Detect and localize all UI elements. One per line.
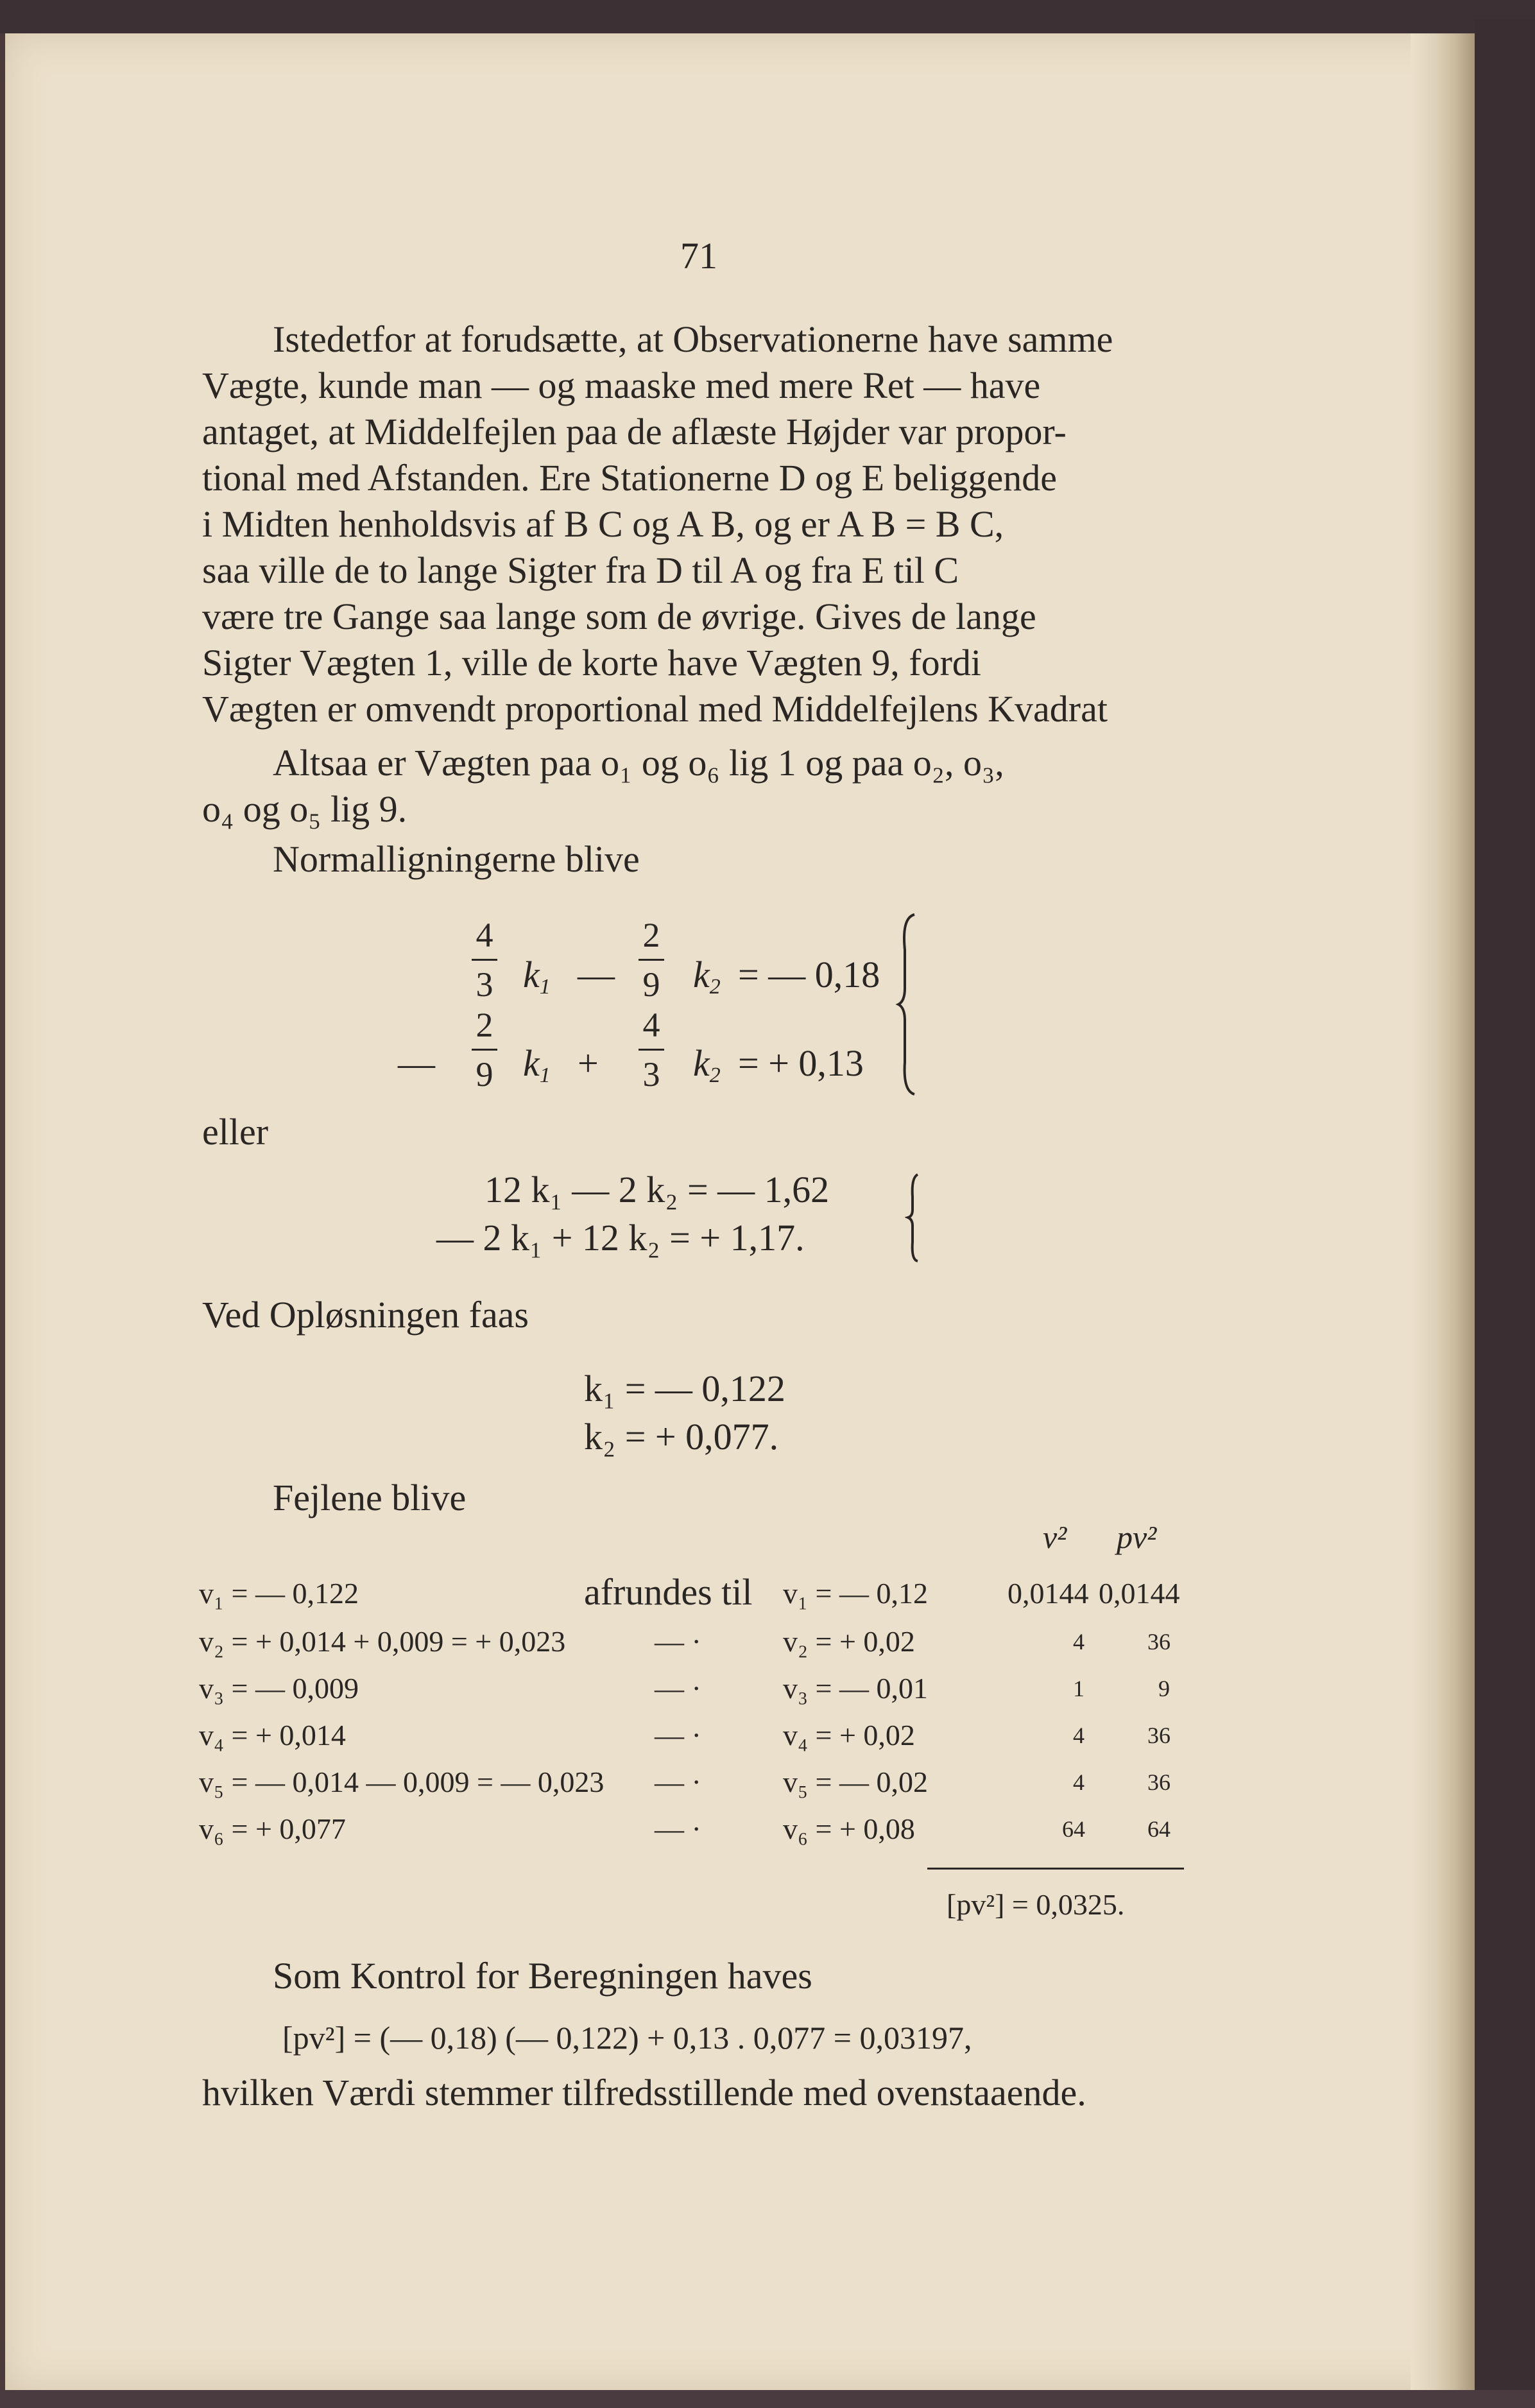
table-cell-v2: 4	[1073, 1629, 1085, 1655]
text-line: tional med Afstanden. Ere Stationerne D og E beliggende	[202, 457, 1058, 499]
eller-text: eller	[202, 1111, 269, 1153]
text-line: antaget, at Middelfejlen paa de aflæste Højder var propor-	[202, 411, 1067, 452]
table-row-right: v₁ = — 0,12	[783, 1577, 928, 1610]
column-header-pv2: pv²	[1117, 1519, 1157, 1555]
text-line: Sigter Vægten 1, ville de korte have Vægten 9, fordi	[202, 642, 982, 684]
equation: — 2 k₁ + 12 k₂ = + 1,17.	[436, 1217, 805, 1259]
rounded-label: afrundes til	[584, 1571, 753, 1613]
k1-term: $k_1$	[523, 1042, 551, 1087]
solve-heading: Ved Opløsningen faas	[202, 1294, 529, 1336]
page-gutter	[1411, 33, 1475, 2390]
text-line: Altsaa er Vægten paa o₁ og o₆ lig 1 og paa o₂, o₃,	[273, 742, 1004, 784]
text-line: saa ville de to lange Sigter fra D til A og fra E til C	[202, 549, 959, 591]
sum-rule	[927, 1868, 1184, 1870]
plus-sign: +	[578, 1042, 599, 1084]
k2-term: $k_2$	[693, 1042, 721, 1087]
table-cell-v2: 4	[1073, 1769, 1085, 1795]
normal-equations-heading: Normalligningerne blive	[273, 838, 640, 880]
text-line: i Midten henholdsvis af B C og A B, og er A B = B C,	[202, 503, 1004, 545]
minus-sign: —	[398, 1042, 435, 1084]
book-cover-top	[0, 0, 1535, 33]
sum-line: [pv²] = 0,0325.	[947, 1888, 1125, 1921]
table-row-left: v₆ = + 0,077	[199, 1812, 346, 1845]
table-cell-pv2: 64	[1147, 1816, 1171, 1842]
table-cell-v2: 1	[1073, 1676, 1085, 1701]
table-cell-pv2: 0,0144	[1099, 1577, 1180, 1610]
text-line: o₄ og o₅ lig 9.	[202, 788, 407, 830]
solution: k₁ = — 0,122	[584, 1368, 785, 1409]
k1-term: $k_1$	[523, 954, 551, 999]
book-cover-bottom	[0, 2390, 1535, 2408]
text-line: Istedetfor at forudsætte, at Observationerne have samme	[273, 318, 1113, 360]
brace	[905, 1171, 930, 1264]
equation-rhs: = + 0,13	[738, 1042, 864, 1084]
table-row-right: v₆ = + 0,08	[783, 1812, 915, 1845]
text-line: Vægte, kunde man — og maaske med mere Ret — have	[202, 365, 1041, 406]
table-row-left: v₂ = + 0,014 + 0,009 = + 0,023	[199, 1625, 566, 1658]
table-cell-pv2: 36	[1147, 1769, 1171, 1795]
fraction: 2 9	[639, 918, 664, 1002]
equation-rhs: = — 0,18	[738, 954, 880, 995]
table-cell-v2: 4	[1073, 1723, 1085, 1748]
table-cell-v2: 64	[1062, 1816, 1085, 1842]
table-row-left: v₅ = — 0,014 — 0,009 = — 0,023	[199, 1766, 605, 1798]
ditto-mark: — ·	[655, 1719, 701, 1751]
table-row-left: v₁ = — 0,122	[199, 1577, 359, 1610]
table-cell-pv2: 36	[1147, 1723, 1171, 1748]
book-cover-right	[1475, 19, 1535, 2408]
page-number: 71	[680, 235, 717, 277]
control-heading: Som Kontrol for Beregningen haves	[273, 1955, 812, 1997]
ditto-mark: — ·	[655, 1812, 701, 1845]
fraction: 2 9	[472, 1008, 497, 1092]
ditto-mark: — ·	[655, 1672, 701, 1705]
ditto-mark: — ·	[655, 1625, 701, 1658]
ditto-mark: — ·	[655, 1766, 701, 1798]
column-header-v2: v²	[1043, 1519, 1067, 1555]
table-row-right: v₂ = + 0,02	[783, 1625, 915, 1658]
fraction: 4 3	[639, 1008, 664, 1092]
table-cell-pv2: 36	[1147, 1629, 1171, 1655]
control-equation: [pv²] = (— 0,18) (— 0,122) + 0,13 . 0,077 = 0,03197,	[282, 2020, 972, 2056]
brace	[895, 911, 927, 1097]
text-line: være tre Gange saa lange som de øvrige. Gives de lange	[202, 596, 1036, 637]
table-row-right: v₃ = — 0,01	[783, 1672, 928, 1705]
table-row-right: v₄ = + 0,02	[783, 1719, 915, 1751]
text-line: Vægten er omvendt proportional med Middelfejlens Kvadrat	[202, 688, 1108, 730]
closing-text: hvilken Værdi stemmer tilfredsstillende med ovenstaaende.	[202, 2072, 1086, 2113]
equation: 12 k₁ — 2 k₂ = — 1,62	[485, 1169, 830, 1210]
table-row-left: v₄ = + 0,014	[199, 1719, 346, 1751]
table-row-left: v₃ = — 0,009	[199, 1672, 359, 1705]
fraction: 4 3	[472, 918, 497, 1002]
table-cell-pv2: 9	[1158, 1676, 1170, 1701]
minus-sign: —	[578, 954, 615, 995]
table-row-right: v₅ = — 0,02	[783, 1766, 928, 1798]
table-cell-v2: 0,0144	[1008, 1577, 1089, 1610]
k2-term: $k_2$	[693, 954, 721, 999]
solution: k₂ = + 0,077.	[584, 1416, 779, 1458]
errors-heading: Fejlene blive	[273, 1477, 467, 1518]
